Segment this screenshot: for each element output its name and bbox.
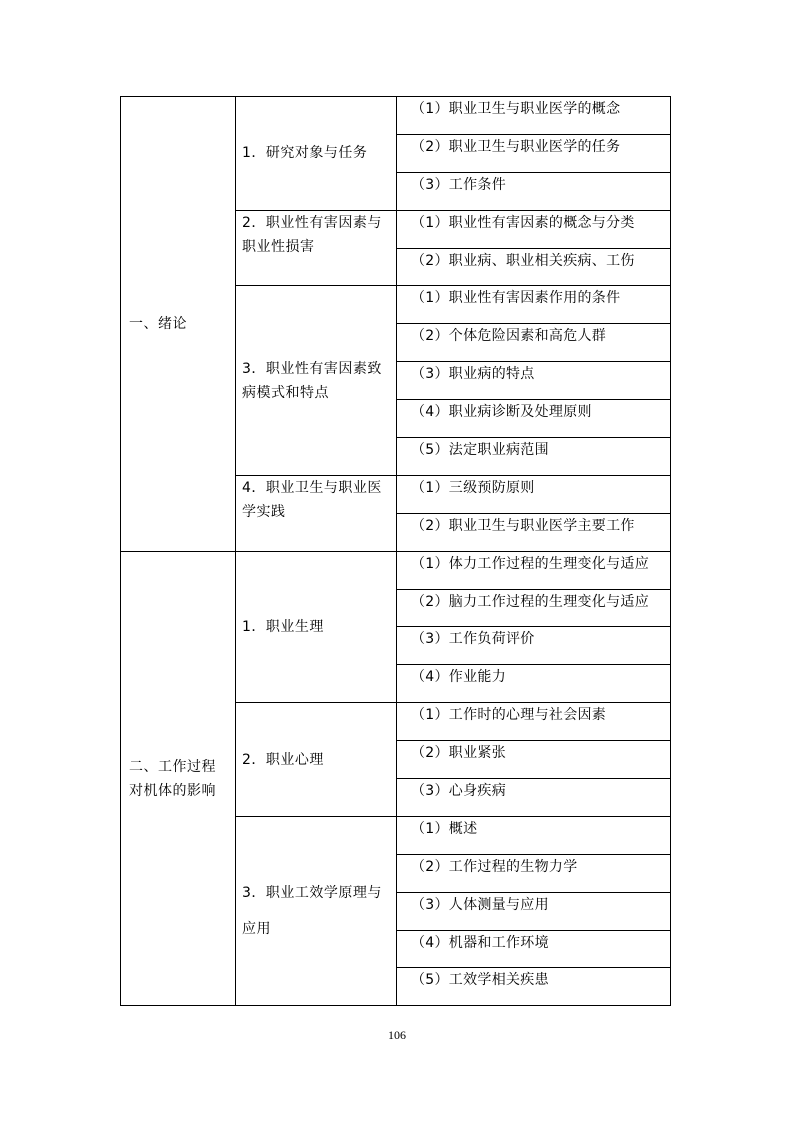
item-cell [397, 248, 671, 286]
item-cell [397, 665, 671, 703]
item-text: （4）机器和工作环境 [411, 934, 549, 951]
item-text: （1）职业性有害因素作用的条件 [411, 290, 621, 307]
section-title: 一、绪论 [129, 315, 187, 332]
item-text: （3）职业病的特点 [411, 366, 535, 383]
topic-cell [236, 703, 397, 817]
item-text: （2）工作过程的生物力学 [411, 858, 578, 875]
item-cell [397, 551, 671, 589]
item-cell [397, 703, 671, 741]
item-text: （2）职业卫生与职业医学主要工作 [411, 517, 635, 534]
topic-cell [236, 97, 397, 211]
topic-title: 3．职业性有害因素致病模式和特点 [242, 360, 382, 401]
topic-title: 2．职业性有害因素与职业性损害 [242, 214, 382, 255]
topic-title: 1．研究对象与任务 [242, 145, 368, 162]
item-cell [397, 97, 671, 135]
item-text: （5）法定职业病范围 [411, 442, 549, 459]
item-text: （2）脑力工作过程的生理变化与适应 [411, 593, 650, 610]
item-cell [397, 286, 671, 324]
item-text: （1）体力工作过程的生理变化与适应 [411, 555, 650, 572]
item-text: （3）心身疾病 [411, 783, 507, 800]
item-text: （2）职业紧张 [411, 745, 507, 762]
item-text: （5）工效学相关疾患 [411, 972, 549, 989]
item-cell [397, 400, 671, 438]
topic-cell [236, 210, 397, 286]
item-text: （4）作业能力 [411, 669, 507, 686]
item-cell [397, 210, 671, 248]
item-cell [397, 968, 671, 1006]
topic-title: 4．职业卫生与职业医学实践 [242, 479, 382, 520]
item-text: （2）职业卫生与职业医学的任务 [411, 138, 621, 155]
topic-cell [236, 475, 397, 551]
item-cell [397, 779, 671, 817]
topic-cell [236, 816, 397, 1005]
syllabus-table [120, 96, 671, 1006]
item-text: （3）人体测量与应用 [411, 896, 549, 913]
item-text: （2）个体危险因素和高危人群 [411, 328, 607, 345]
item-text: （2）职业病、职业相关疾病、工伤 [411, 252, 635, 269]
section-cell [121, 97, 236, 552]
item-cell [397, 475, 671, 513]
page-number: 106 [388, 1028, 406, 1042]
section-title: 二、工作过程对机体的影响 [129, 758, 216, 799]
topic-title: 2．职业心理 [242, 751, 324, 768]
item-cell [397, 362, 671, 400]
item-cell [397, 627, 671, 665]
item-cell [397, 134, 671, 172]
item-cell [397, 513, 671, 551]
item-text: （1）工作时的心理与社会因素 [411, 707, 607, 724]
item-text: （1）概述 [411, 820, 478, 837]
item-text: （1）职业卫生与职业医学的概念 [411, 101, 621, 117]
item-text: （3）工作负荷评价 [411, 631, 535, 648]
item-text: （1）职业性有害因素的概念与分类 [411, 214, 635, 231]
item-cell [397, 172, 671, 210]
topic-cell [236, 286, 397, 475]
item-cell [397, 741, 671, 779]
item-cell [397, 589, 671, 627]
item-cell [397, 816, 671, 854]
item-cell [397, 438, 671, 476]
topic-title: 1．职业生理 [242, 618, 324, 635]
item-text: （3）工作条件 [411, 176, 507, 193]
item-cell [397, 324, 671, 362]
item-text: （4）职业病诊断及处理原则 [411, 404, 592, 421]
item-cell [397, 892, 671, 930]
item-cell [397, 930, 671, 968]
topic-cell [236, 551, 397, 703]
item-text: （1）三级预防原则 [411, 479, 535, 496]
topic-title: 3．职业工效学原理与应用 [242, 885, 382, 938]
item-cell [397, 854, 671, 892]
section-cell [121, 551, 236, 1006]
